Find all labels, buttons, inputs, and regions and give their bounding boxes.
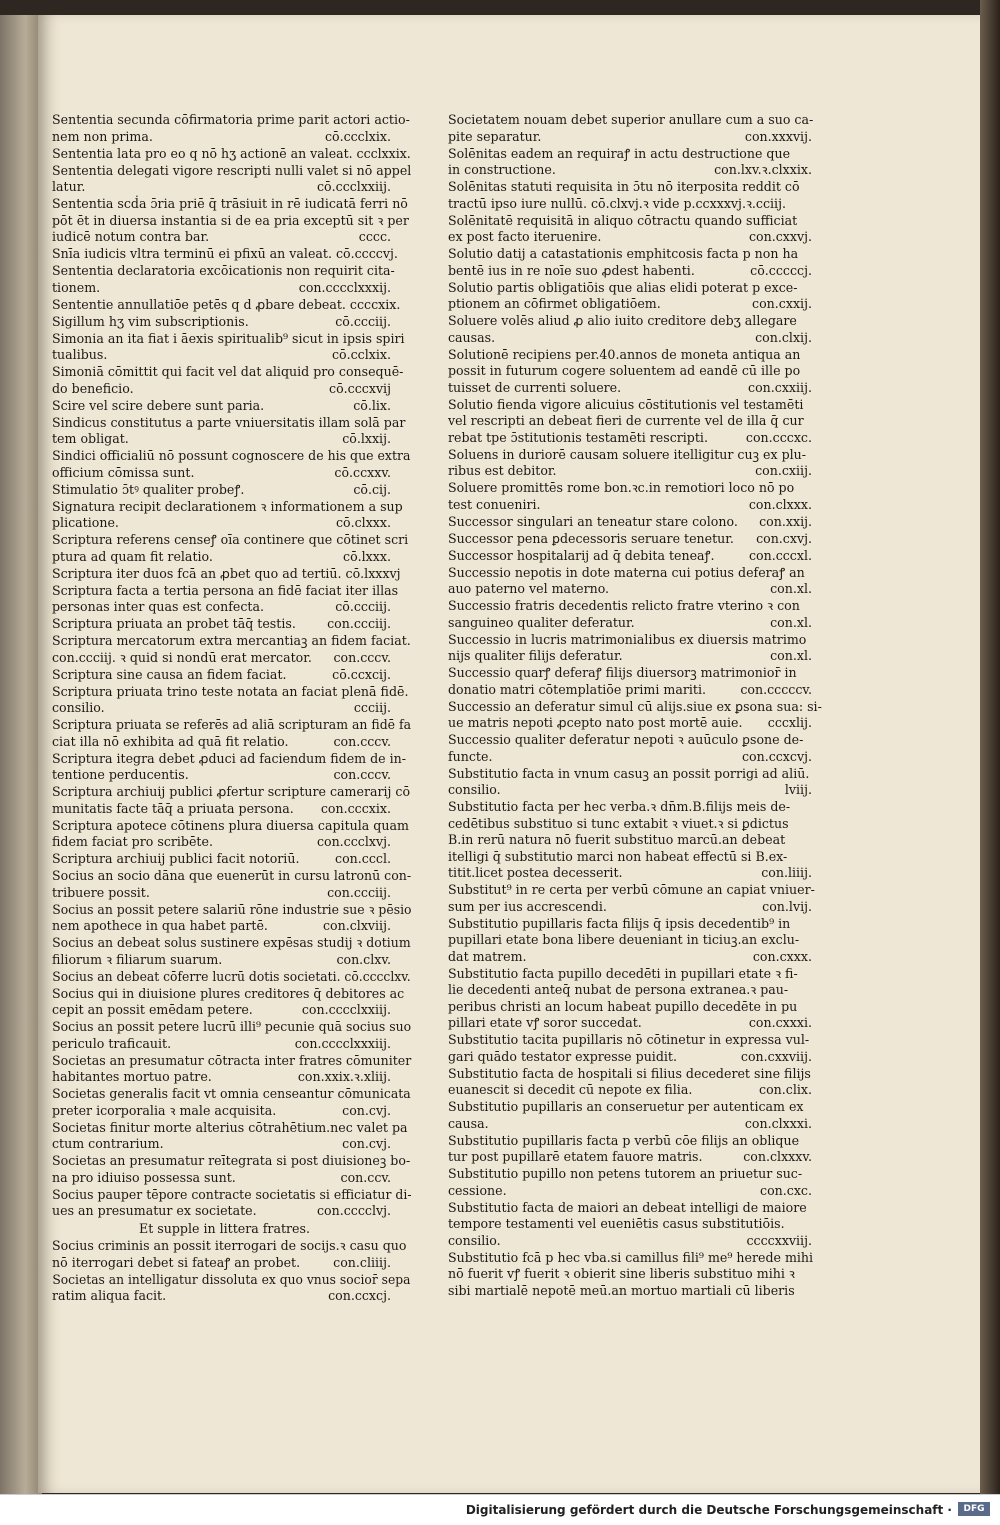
index-entry bbox=[52, 263, 397, 296]
index-entry bbox=[448, 280, 818, 313]
entry-text: Soluens in duriorē causam soluere itelligitur cuꝫ ex plu- bbox=[448, 446, 807, 462]
entry-text: Successio quarꝭ deferaꝭ filijs diuersorꝫ matrimonior̄ in bbox=[448, 665, 797, 680]
entry-continuation: nō fuerit vꝭ fuerit ꝛ obierit sine liberis substituo mihi ꝛ bbox=[448, 1266, 795, 1281]
entry-continuation: preter icorporalia ꝛ male acquisita. con.cvj. bbox=[66, 1103, 397, 1120]
index-entry bbox=[448, 598, 818, 631]
index-entry bbox=[448, 1099, 818, 1132]
entry-reference: con.cxvj. bbox=[756, 530, 812, 546]
index-entry bbox=[52, 246, 397, 263]
entry-reference: con.cccclxxiij. bbox=[301, 1002, 391, 1017]
index-entry bbox=[448, 1066, 818, 1099]
dfg-logo-icon: DFG bbox=[958, 1502, 990, 1516]
index-entry bbox=[448, 1166, 818, 1199]
entry-reference: cō.ccxxv. bbox=[334, 464, 391, 480]
entry-reference: con.cxxvj. bbox=[748, 229, 812, 244]
entry-continuation: pite separatur. con.xxxvij. bbox=[462, 129, 818, 146]
entry-text: Scriptura facta a tertia persona an fidē faciat iter illas bbox=[52, 582, 399, 598]
entry-continuation: tur post pupillarē etatem fauore matris. con.clxxxv. bbox=[462, 1149, 818, 1166]
book-edge bbox=[980, 0, 1000, 1494]
entry-continuation: ues an presumatur ex societate. con.cccclvj. bbox=[66, 1203, 397, 1220]
index-entry bbox=[52, 935, 411, 968]
entry-reference: cccxlij. bbox=[767, 715, 812, 730]
entry-text: Substitutio pupillaris facta p verbū cōe filijs an oblique bbox=[448, 1132, 800, 1148]
facing-page-edge bbox=[0, 15, 42, 1494]
entry-reference: cō.lix. bbox=[353, 397, 391, 413]
index-entry bbox=[52, 364, 404, 397]
entry-text: Societas finitur morte alterius cōtrahētium.nec valet pa bbox=[52, 1119, 408, 1135]
entry-reference: con.ccciij. bbox=[327, 616, 391, 631]
index-entry bbox=[52, 1271, 411, 1305]
index-entry bbox=[448, 146, 818, 179]
index-subheading: Et supple in littera fratres. bbox=[139, 1220, 310, 1236]
entry-continuation: nem apothece in qua habet partē. con.clxviij. bbox=[66, 918, 397, 935]
index-entry bbox=[52, 196, 409, 246]
entry-reference: con.clxxxv. bbox=[743, 1149, 812, 1164]
entry-reference: con.xxij. bbox=[759, 513, 812, 529]
entry-continuation: pupillari etate bona libere deueniant in ticiuꝫ.an exclu- bbox=[448, 932, 800, 947]
entry-reference: con.cvj. bbox=[342, 1136, 391, 1151]
index-entry bbox=[448, 732, 818, 765]
entry-text: Solutio fienda vigore alicuius cōstitutionis vel testamēti bbox=[448, 396, 804, 412]
entry-text: Scriptura archiuij publici ꝓfertur scripture camerarij cō bbox=[52, 784, 411, 799]
entry-text: Scriptura priuata an probet tāq̄ testis. con.ccciij. bbox=[66, 616, 397, 633]
entry-text: Scriptura itegra debet ꝓduci ad faciendum fidem de in- bbox=[52, 750, 407, 766]
entry-continuation: causa. con.clxxxi. bbox=[462, 1116, 818, 1133]
entry-continuation: tualibus. cō.cclxix. bbox=[66, 347, 397, 364]
entry-reference: con.cccclvj. bbox=[316, 1203, 391, 1218]
index-entry bbox=[52, 296, 401, 314]
entry-reference: con.liiij. bbox=[761, 865, 812, 880]
entry-continuation: na pro idiuiso possessa sunt. con.ccv. bbox=[66, 1170, 397, 1187]
index-entry bbox=[448, 632, 818, 665]
index-entry bbox=[52, 683, 409, 717]
index-entry bbox=[448, 548, 818, 565]
entry-text: Sententia delegati vigore rescripti nulli valet si nō appel bbox=[52, 162, 412, 178]
entry-reference: cō.cij. bbox=[353, 481, 391, 497]
entry-reference: con.xxxvij. bbox=[744, 128, 812, 144]
entry-text: Scriptura priuata se referēs ad aliā scripturam an fidē fa bbox=[52, 717, 412, 732]
entry-reference: con.clxv. bbox=[336, 951, 391, 967]
entry-continuation: officium cōmissa sunt. cō.ccxxv. bbox=[66, 465, 397, 482]
index-entry bbox=[52, 532, 409, 565]
index-entry bbox=[448, 698, 822, 732]
entry-text: Solēnitas eadem an requiraꝭ in actu destructione que bbox=[448, 145, 791, 161]
entry-text: Socius an debeat cōferre lucrū dotis societati. cō.cccclxv. bbox=[52, 968, 411, 984]
entry-text: Substitutio tacita pupillaris nō cōtinetur in expressa vul- bbox=[448, 1032, 810, 1047]
entry-text: Scriptura priuata trino teste notata an faciat plenā fidē. bbox=[52, 683, 409, 699]
entry-reference: con.cccclxxxij. bbox=[298, 279, 391, 295]
entry-continuation: pōt ēt in diuersa instantia si de ea pria exceptū sit ꝛ per bbox=[52, 212, 409, 228]
entry-reference: con.cxxviij. bbox=[740, 1048, 812, 1064]
entry-reference: con.cccv. bbox=[333, 649, 391, 665]
entry-text: Simonia an ita fiat i āexis spiritualib⁹ sicut in ipsis spiri bbox=[52, 330, 405, 346]
index-entry bbox=[448, 1250, 818, 1300]
entry-reference: con.cccccv. bbox=[740, 681, 812, 697]
right-text-column bbox=[448, 112, 822, 1300]
entry-reference: con.cxxx. bbox=[752, 948, 812, 964]
entry-text: Successio qualiter deferatur nepoti ꝛ auūculo ꝑsone de- bbox=[448, 732, 804, 747]
index-entry bbox=[448, 480, 818, 513]
entry-continuation: cedētibus substituo si tunc extabit ꝛ viuet.ꝛ si ꝑdictus bbox=[448, 815, 789, 831]
entry-text: Substitutio facta pupillo decedēti in pupillari etate ꝛ fi- bbox=[448, 965, 798, 981]
entry-continuation: fidem faciat pro scribēte. con.ccclxvj. bbox=[66, 834, 397, 851]
entry-continuation: rebat tpe ɔ̄stitutionis testamēti rescripti. con.cccxc. bbox=[462, 430, 818, 447]
entry-continuation: tempore testamenti vel eueniētis casus substitutiōis. bbox=[448, 1216, 785, 1231]
entry-continuation: euanescit si decedit cū nepote ex filia. con.clix. bbox=[462, 1082, 818, 1099]
index-entry bbox=[52, 398, 397, 415]
index-entry bbox=[52, 817, 409, 851]
entry-continuation: ex post facto iteruenire. con.cxxvj. bbox=[462, 229, 818, 246]
index-entry bbox=[448, 966, 818, 1032]
entry-text: Socius an debeat solus sustinere expēsas studij ꝛ dotium bbox=[52, 935, 411, 950]
entry-continuation: nō iterrogari debet si fateaꝭ an probet. con.cliiij. bbox=[66, 1255, 397, 1272]
entry-text: Scriptura archiuij publici facit notoriū. con.cccl. bbox=[66, 851, 397, 868]
entry-reference: ccciij. bbox=[353, 700, 391, 715]
footer-credit: Digitalisierung gefördert durch die Deutsche Forschungsgemeinschaft · bbox=[465, 1503, 952, 1517]
entry-reference: con.cxiij. bbox=[755, 463, 812, 478]
entry-reference: con.cxxij. bbox=[752, 296, 812, 311]
entry-continuation: personas inter quas est confecta. cō.ccciij. bbox=[66, 599, 397, 616]
entry-reference: con.ccciij. bbox=[327, 884, 391, 900]
entry-continuation: consilio. ccccxxviij. bbox=[462, 1233, 818, 1250]
index-entry bbox=[52, 448, 411, 481]
entry-continuation: con.ccciij. ꝛ quid si nondū erat mercator. con.cccv. bbox=[66, 650, 397, 667]
entry-text: Societatem nouam debet superior anullare cum a suo ca- bbox=[448, 112, 814, 127]
index-entry bbox=[448, 397, 818, 447]
index-entry bbox=[448, 347, 818, 397]
index-entry bbox=[448, 565, 818, 598]
entry-continuation: ptionem an cōfirmet obligatiōem. con.cxxij. bbox=[462, 296, 818, 313]
entry-text: Signatura recipit declarationem ꝛ informationem a sup bbox=[52, 498, 403, 514]
entry-text: Snīa iudicis vltra terminū ei pfixū an valeat. cō.ccccvj. bbox=[52, 246, 398, 261]
entry-text: Scriptura apotece cōtinens plura diuersa capitula quam bbox=[52, 817, 409, 833]
index-entry bbox=[448, 1032, 818, 1065]
entry-reference: con.cccxc. bbox=[745, 429, 812, 445]
entry-reference: con.cccl. bbox=[335, 851, 391, 866]
index-entry bbox=[448, 665, 818, 698]
entry-reference: cō.ccciij. bbox=[335, 313, 391, 329]
entry-reference: con.clxviij. bbox=[322, 918, 391, 933]
entry-continuation: functe. con.ccxcvj. bbox=[462, 749, 818, 766]
entry-continuation: do beneficio. cō.cccxvij bbox=[66, 381, 397, 398]
index-entry bbox=[52, 112, 410, 145]
entry-text: Successor hospitalarij ad q̄ debita teneaꝭ. con.cccxl. bbox=[462, 548, 818, 565]
entry-reference: con.cxc. bbox=[760, 1182, 812, 1198]
entry-text: Sententia lata pro eo q nō hʒ actionē an valeat. ccclxxix. bbox=[52, 145, 411, 161]
entry-continuation: plicatione. cō.clxxx. bbox=[66, 515, 397, 532]
entry-continuation: pillari etate vꝭ soror succedat. con.cxxxi. bbox=[462, 1015, 818, 1032]
index-entry bbox=[448, 766, 818, 799]
entry-reference: cō.lxxij. bbox=[342, 431, 391, 446]
entry-reference: cō.cccccj. bbox=[750, 262, 812, 278]
entry-text: Successio an deferatur simul cū alijs.siue ex ꝑsona sua: si- bbox=[448, 698, 822, 714]
entry-reference: cō.lxxx. bbox=[343, 548, 391, 564]
entry-text: Successio in lucris matrimonialibus ex diuersis matrimo bbox=[448, 631, 807, 647]
index-entry bbox=[52, 851, 397, 868]
entry-reference: con.cccxl. bbox=[748, 547, 812, 563]
entry-reference: cccc. bbox=[358, 229, 391, 244]
entry-text: Successor pena ꝑdecessoris seruare tenetur. con.cxvj. bbox=[462, 531, 818, 548]
entry-text: Sententie annullatiōe petēs q d ꝓbare debeat. ccccxix. bbox=[52, 296, 401, 312]
index-entry bbox=[448, 882, 818, 915]
entry-text: Solēnitatē requisitā in aliquo cōtractu quando sufficiat bbox=[448, 212, 798, 228]
entry-continuation: tribuere possit. con.ccciij. bbox=[66, 885, 397, 902]
index-entry bbox=[448, 179, 818, 212]
entry-text: Soluere volēs aliud ꝓ alio iuito creditore debʒ allegare bbox=[448, 313, 797, 328]
entry-reference: con.ccxcj. bbox=[328, 1288, 391, 1303]
entry-text: Socius an possit petere salariū rōne industrie sue ꝛ pēsio bbox=[52, 901, 412, 917]
entry-reference: con.clxij. bbox=[755, 329, 812, 345]
entry-reference: con.lvij. bbox=[762, 898, 812, 914]
entry-reference: con.cxxiij. bbox=[748, 379, 812, 395]
entry-text: Societas an presumatur cōtracta inter fratres cōmuniter bbox=[52, 1052, 412, 1068]
entry-text: Substitut⁹ in re certa per verbū cōmune an capiat vniuer- bbox=[448, 882, 815, 897]
entry-reference: con.xl. bbox=[770, 614, 812, 630]
entry-continuation: possit in futurum cogere soluentem ad eandē cū ille po bbox=[448, 363, 801, 378]
entry-continuation: latur. cō.ccclxxiij. bbox=[66, 179, 397, 196]
index-entry bbox=[52, 565, 401, 583]
entry-continuation: dat matrem. con.cxxx. bbox=[462, 949, 818, 966]
entry-reference: con.cxxxi. bbox=[748, 1015, 812, 1030]
entry-continuation: tractū ipso iure nullū. cō.clxvj.ꝛ vide p.ccxxxvj.ꝛ.cciij. bbox=[448, 195, 786, 211]
entry-text: Socius criminis an possit iterrogari de socijs.ꝛ casu quo bbox=[52, 1238, 407, 1253]
index-entry bbox=[448, 447, 818, 480]
index-entry bbox=[448, 514, 818, 531]
entry-continuation: causas. con.clxij. bbox=[462, 330, 818, 347]
entry-reference: con.xl. bbox=[770, 581, 812, 596]
entry-continuation: tionem. con.cccclxxxij. bbox=[66, 280, 397, 297]
entry-continuation: ctum contrarium. con.cvj. bbox=[66, 1136, 397, 1153]
index-entry bbox=[52, 985, 405, 1019]
index-entry bbox=[52, 162, 412, 196]
entry-continuation: filiorum ꝛ filiarum suarum. con.clxv. bbox=[66, 952, 397, 969]
index-entry bbox=[52, 901, 412, 935]
entry-continuation: iudicē notum contra bar. cccc. bbox=[66, 229, 397, 246]
entry-reference: con.clxxx. bbox=[748, 496, 812, 512]
entry-text: Societas generalis facit vt omnia censeantur cōmunicata bbox=[52, 1086, 411, 1101]
entry-text: Substitutio facta de maiori an debeat intelligi de maiore bbox=[448, 1199, 807, 1215]
entry-continuation: ratim aliqua facit. con.ccxcj. bbox=[66, 1288, 397, 1305]
entry-text: Substitutio pupillaris an conseruetur per autenticam ex bbox=[448, 1099, 804, 1114]
entry-continuation: nijs qualiter filijs deferatur. con.xl. bbox=[462, 648, 818, 665]
index-entry bbox=[52, 583, 397, 616]
index-entry bbox=[52, 616, 397, 633]
entry-text: Substitutio fcā p hec vba.si camillus fili⁹ me⁹ herede mihi bbox=[448, 1249, 814, 1265]
index-entry bbox=[52, 868, 412, 901]
index-entry bbox=[52, 330, 405, 364]
index-entry bbox=[52, 1086, 411, 1119]
entry-continuation: gari quādo testator expresse puidit. con.cxxviij. bbox=[462, 1049, 818, 1066]
entry-continuation: sanguineo qualiter deferatur. con.xl. bbox=[462, 615, 818, 632]
entry-continuation: tem obligat. cō.lxxij. bbox=[66, 431, 397, 448]
entry-continuation: titit.licet postea decesserit. con.liiij. bbox=[462, 865, 818, 882]
index-entry bbox=[52, 633, 411, 666]
entry-text: Societas an presumatur reītegrata si post diuisioneꝫ bo- bbox=[52, 1153, 411, 1168]
entry-continuation: donatio matri cōtemplatiōe primi mariti. con.cccccv. bbox=[462, 682, 818, 699]
entry-continuation: sibi martialē nepotē meū.an mortuo martiali cū liberis bbox=[448, 1282, 795, 1298]
entry-text: Socius an socio dāna que euenerūt in cursu latronū con- bbox=[52, 868, 412, 883]
entry-reference: cō.clxxx. bbox=[335, 515, 391, 530]
entry-text: Scire vel scire debere sunt paria. cō.lix. bbox=[66, 398, 397, 415]
entry-reference: con.cccxix. bbox=[320, 800, 391, 816]
entry-text: Substitutio facta per hec verba.ꝛ dn̄m.B.filijs meis de- bbox=[448, 799, 791, 814]
entry-text: Substitutio pupillaris facta filijs q̄ ipsis decedentib⁹ in bbox=[448, 915, 791, 931]
entry-text: Sententia declaratoria excōicationis non requirit cita- bbox=[52, 263, 395, 278]
entry-text: Solēnitas statuti requisita in ɔ̄tu nō iterposita reddit cō bbox=[448, 179, 800, 194]
entry-reference: con.xxix.ꝛ.xliij. bbox=[297, 1069, 391, 1084]
entry-text: Solutio partis obligatiōis que alias elidi poterat p exce- bbox=[448, 279, 798, 295]
entry-reference: con.cvj. bbox=[342, 1102, 391, 1118]
entry-continuation: peribus christi an locum habeat pupillo decedēte in pu bbox=[448, 998, 798, 1014]
index-entry bbox=[448, 799, 818, 882]
entry-reference: con.ccxcvj. bbox=[741, 748, 812, 764]
entry-reference: con.cccv. bbox=[333, 767, 391, 782]
entry-text: Sindicus constitutus a parte vniuersitatis illam solā par bbox=[52, 414, 406, 430]
entry-continuation: consilio. lviij. bbox=[462, 782, 818, 799]
entry-text: Scriptura referens censeꝭ oīa continere que cōtinet scri bbox=[52, 532, 409, 547]
entry-continuation: ptura ad quam fit relatio. cō.lxxx. bbox=[66, 549, 397, 566]
entry-reference: cō.ccclxxiij. bbox=[317, 179, 391, 194]
index-entry bbox=[52, 1153, 411, 1186]
entry-reference: con.xl. bbox=[770, 648, 812, 663]
entry-continuation: B.in rerū natura nō fuerit substituo marcū.an debeat bbox=[448, 832, 786, 847]
entry-continuation: ue matris nepoti ꝓcepto nato post mortē auie. cccxlij. bbox=[462, 715, 818, 732]
entry-text: Substitutio pupillo non petens tutorem an priuetur suc- bbox=[448, 1166, 803, 1181]
entry-text: Simoniā cōmittit qui facit vel dat aliquid pro consequē- bbox=[52, 364, 404, 379]
index-entry bbox=[448, 246, 818, 279]
index-entry bbox=[52, 482, 397, 499]
entry-text: Substitutio facta de hospitali si filius decederet sine filijs bbox=[448, 1065, 811, 1081]
entry-continuation: tuisset de currenti soluere. con.cxxiij. bbox=[462, 380, 818, 397]
index-entry bbox=[52, 784, 411, 817]
entry-text: Socius pauper tēpore contracte societatis si efficiatur di- bbox=[52, 1186, 412, 1202]
entry-reference: con.cccv. bbox=[333, 733, 391, 749]
entry-text: Scriptura mercatorum extra mercantiaꝫ an fidem faciat. bbox=[52, 633, 411, 648]
entry-text: Successor singulari an teneatur stare colono. con.xxij. bbox=[462, 514, 818, 531]
entry-continuation: lie decedenti anteq̄ nubat de persona extranea.ꝛ pau- bbox=[448, 982, 789, 997]
index-entry bbox=[52, 1052, 412, 1086]
entry-reference: con.cccclxxxiij. bbox=[294, 1035, 391, 1051]
entry-text: Scriptura iter duos fcā an ꝓbet quo ad tertiū. cō.lxxxvj bbox=[52, 565, 401, 581]
entry-continuation: sum per ius accrescendi. con.lvij. bbox=[462, 899, 818, 916]
entry-continuation: munitatis facte tāq̄ a priuata persona. con.cccxix. bbox=[66, 801, 397, 818]
index-entry bbox=[52, 750, 407, 784]
index-entry bbox=[448, 1200, 818, 1250]
index-entry bbox=[52, 1119, 408, 1153]
entry-continuation: tentione perducentis. con.cccv. bbox=[66, 767, 397, 784]
entry-reference: con.lxv.ꝛ.clxxix. bbox=[714, 162, 812, 177]
entry-reference: cō.cclxix. bbox=[331, 347, 391, 362]
index-entry bbox=[448, 1133, 818, 1166]
entry-text: Substitutio facta in vnum casuꝫ an possit porrigi ad aliū. bbox=[448, 765, 810, 781]
entry-text: Successio nepotis in dote materna cui potius deferaꝭ an bbox=[448, 564, 805, 580]
index-entry bbox=[52, 498, 403, 532]
entry-text: Sententia scḋa ɔ̄ria priē q̄ trāsiuit in rē iudicatā ferri nō bbox=[52, 196, 408, 211]
entry-text: Solutionē recipiens per.40.annos de moneta antiqua an bbox=[448, 346, 801, 362]
entry-reference: con.cliiij. bbox=[333, 1254, 391, 1270]
entry-reference: con.ccv. bbox=[340, 1169, 391, 1185]
entry-continuation: in constructione. con.lxv.ꝛ.clxxix. bbox=[462, 162, 818, 179]
index-entry bbox=[448, 916, 818, 966]
entry-reference: cō.ccciij. bbox=[335, 599, 391, 614]
entry-text: Soluere promittēs rome bon.ꝛc.in remotiori loco nō po bbox=[448, 480, 795, 495]
index-entry bbox=[52, 1186, 412, 1220]
entry-continuation: ciat illa nō exhibita ad quā fit relatio. con.cccv. bbox=[66, 734, 397, 751]
index-entry bbox=[52, 1019, 412, 1052]
entry-continuation: bentē ius in re noīe suo ꝓdest habenti. cō.cccccj. bbox=[462, 263, 818, 280]
entry-reference: con.ccclxvj. bbox=[316, 834, 391, 849]
index-entry bbox=[52, 968, 411, 986]
index-entry bbox=[448, 213, 818, 246]
entry-continuation: auo paterno vel materno. con.xl. bbox=[462, 581, 818, 598]
entry-reference: cō.ccclxix. bbox=[324, 128, 391, 144]
entry-text: Socius an possit petere lucrū illi⁹ pecunie quā socius suo bbox=[52, 1019, 412, 1034]
entry-text: Sententia secunda cōfirmatoria prime parit actori actio- bbox=[52, 112, 410, 127]
index-entry bbox=[52, 145, 411, 163]
index-entry bbox=[52, 1238, 407, 1271]
entry-continuation: cepit an possit emēdam petere. con.cccclxxiij. bbox=[66, 1002, 397, 1019]
entry-reference: ccccxxviij. bbox=[746, 1232, 812, 1248]
footer-bar bbox=[0, 1494, 1000, 1525]
entry-reference: con.clxxxi. bbox=[744, 1115, 812, 1131]
entry-reference: con.clix. bbox=[759, 1082, 812, 1097]
left-text-column bbox=[52, 112, 412, 1305]
entry-continuation: itelligi q̄ substitutio marci non habeat effectū si B.ex- bbox=[448, 848, 788, 864]
entry-text: Successio fratris decedentis relicto fratre vterino ꝛ con bbox=[448, 598, 800, 613]
index-entry bbox=[52, 414, 406, 448]
entry-reference: cō.cccxvij bbox=[329, 380, 391, 396]
entry-text: Stimulatio ɔ̄tꝰ qualiter probeꝭ. cō.cij. bbox=[66, 482, 397, 499]
entry-text: Scriptura sine causa an fidem faciat. cō.ccxcij. bbox=[66, 667, 397, 684]
entry-text: Sindici officialiū nō possunt cognoscere de his que extra bbox=[52, 448, 411, 463]
entry-continuation: nem non prima. cō.ccclxix. bbox=[66, 129, 397, 146]
entry-continuation: periculo traficauit. con.cccclxxxiij. bbox=[66, 1036, 397, 1053]
entry-text: Solutio datij a catastationis emphitcosis facta p non ha bbox=[448, 246, 799, 261]
entry-reference: lviij. bbox=[784, 782, 812, 797]
entry-text: Socius qui in diuisione plures creditores q̄ debitores ac bbox=[52, 985, 405, 1001]
index-entry bbox=[448, 313, 818, 346]
entry-continuation: ribus est debitor. con.cxiij. bbox=[462, 463, 818, 480]
entry-text: Societas an intelligatur dissoluta ex quo vnus socior̄ sepa bbox=[52, 1271, 411, 1287]
entry-continuation: habitantes mortuo patre. con.xxix.ꝛ.xliij. bbox=[66, 1069, 397, 1086]
index-entry bbox=[52, 314, 397, 331]
entry-continuation: test conueniri. con.clxxx. bbox=[462, 497, 818, 514]
index-entry bbox=[52, 717, 412, 750]
index-entry bbox=[448, 112, 818, 145]
index-entry bbox=[52, 667, 397, 684]
entry-continuation: vel rescripti an debeat fieri de currente vel de illa q̄ cur bbox=[448, 413, 804, 428]
entry-reference: cō.ccxcij. bbox=[332, 666, 391, 682]
entry-continuation: cessione. con.cxc. bbox=[462, 1183, 818, 1200]
entry-text: Sigillum hʒ vim subscriptionis. cō.ccciij. bbox=[66, 314, 397, 331]
index-entry bbox=[448, 531, 818, 548]
entry-continuation: consilio. ccciij. bbox=[66, 700, 397, 717]
